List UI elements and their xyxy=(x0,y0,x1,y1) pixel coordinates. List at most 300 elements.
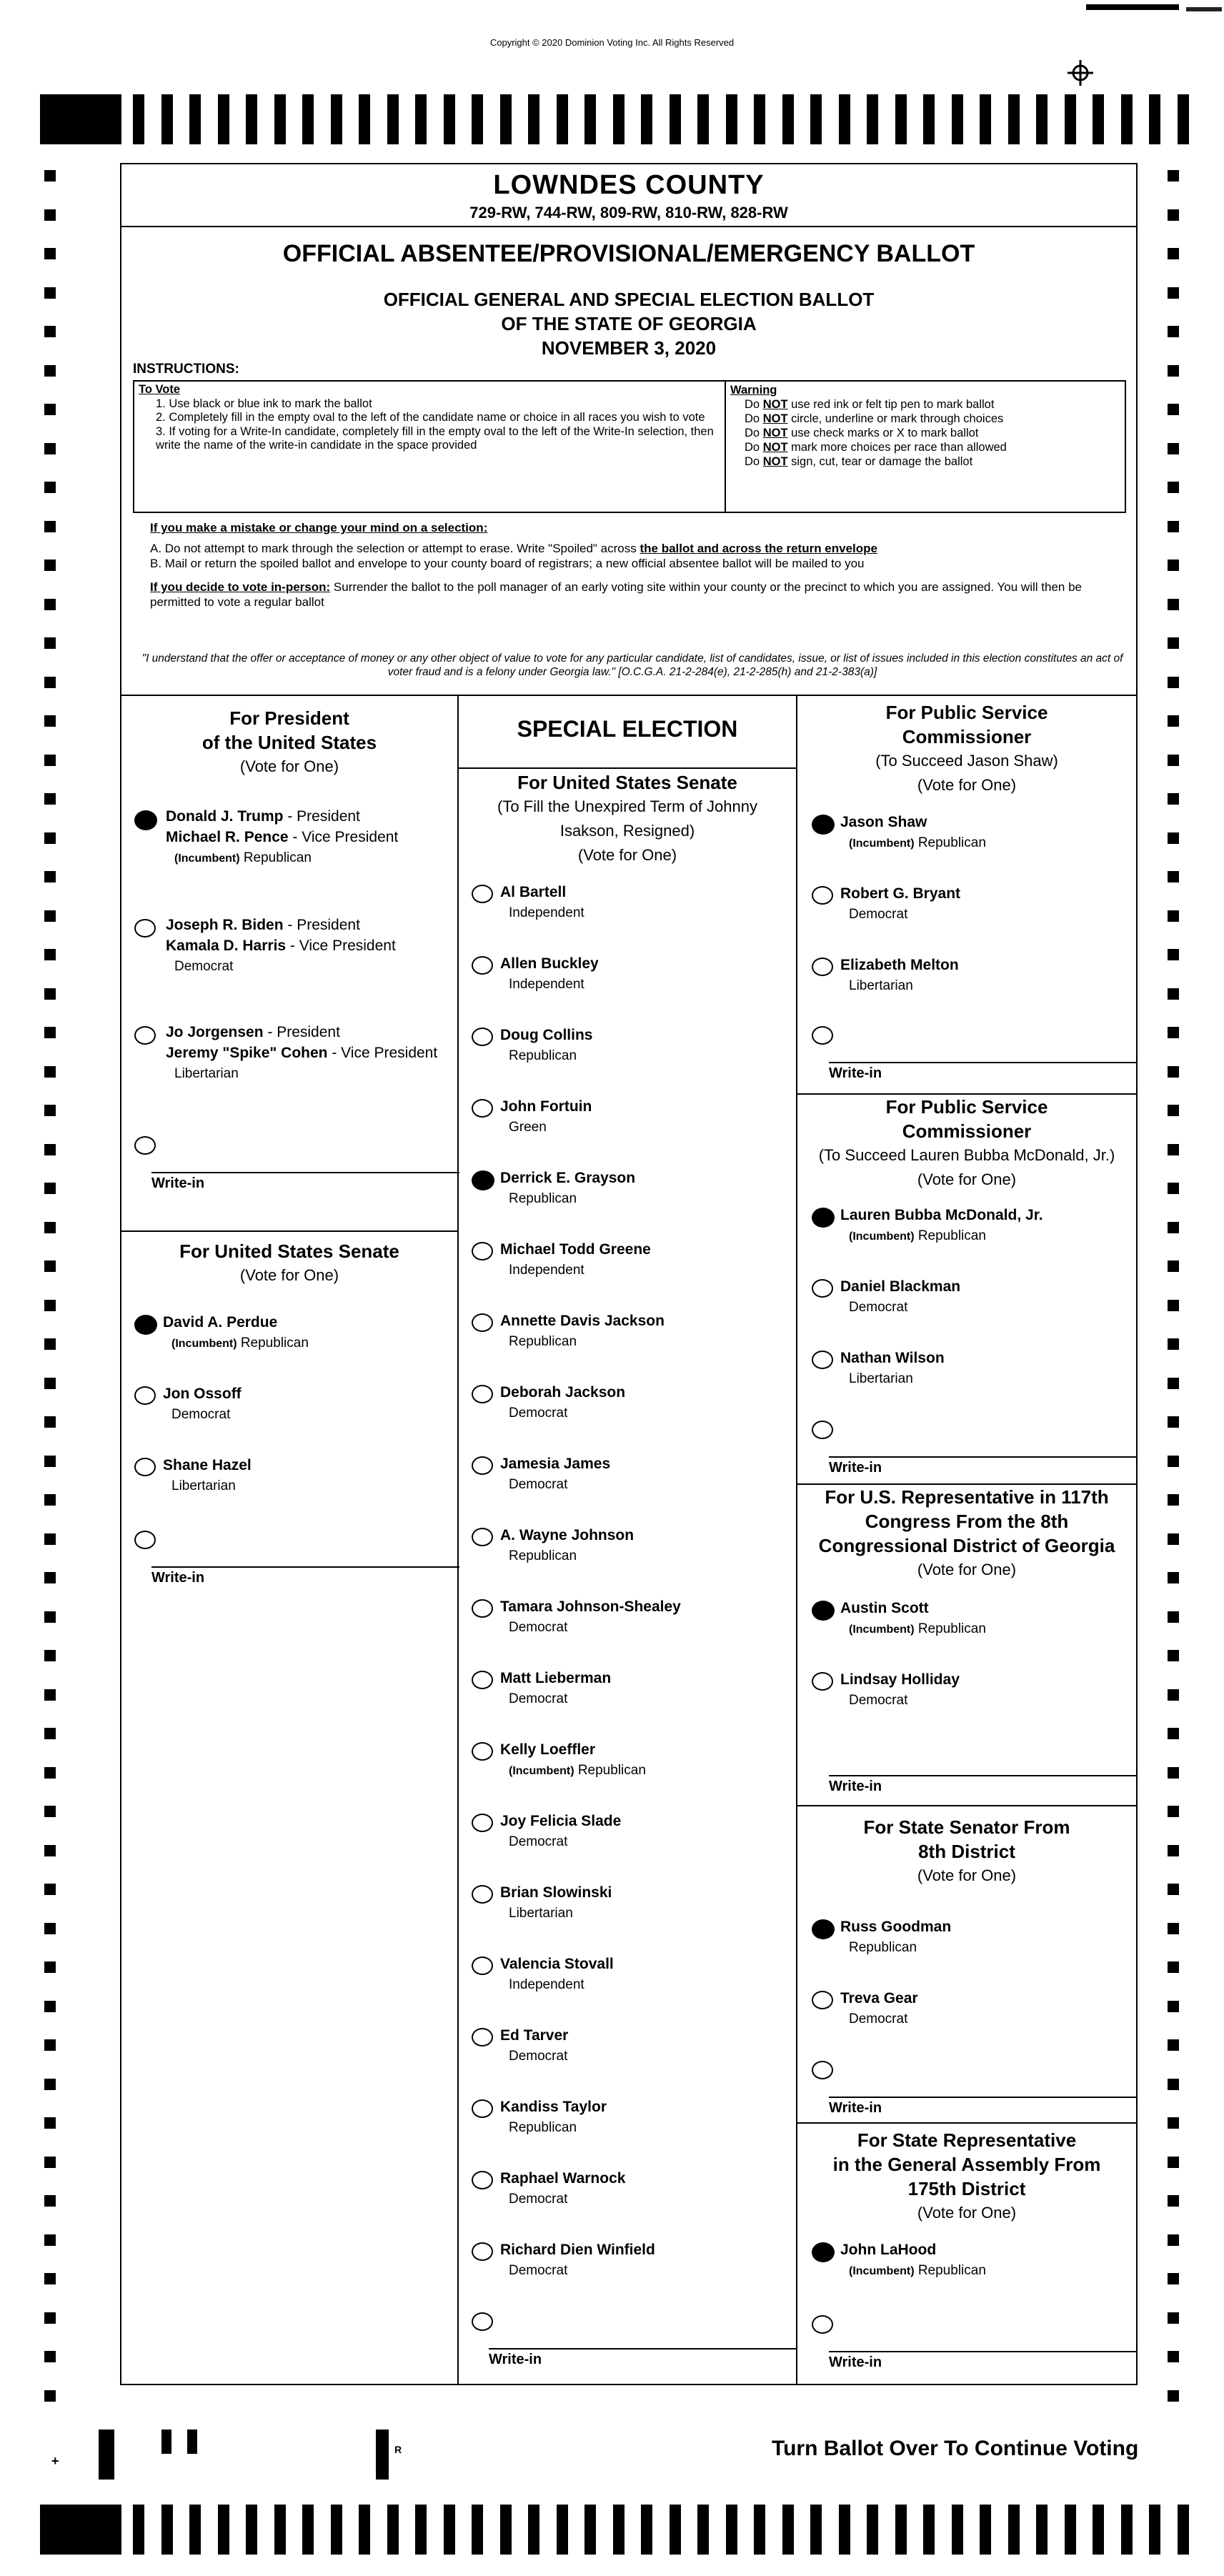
timing-bar xyxy=(387,2505,399,2555)
state-rep-writein-oval[interactable] xyxy=(812,2315,833,2334)
candidate-name: Deborah Jackson xyxy=(500,1384,626,1401)
timing-bar xyxy=(923,94,935,144)
special-senate-candidate xyxy=(500,1453,610,1495)
special-senate-candidate xyxy=(500,1668,611,1709)
special-senate-candidate xyxy=(500,1025,593,1066)
footer-bar-3 xyxy=(187,2430,197,2454)
special-senate-candidate xyxy=(500,2025,568,2067)
side-timing-mark xyxy=(44,2117,56,2129)
special-senate-oval[interactable] xyxy=(472,885,493,903)
special-senate-oval[interactable] xyxy=(472,956,493,975)
timing-bar xyxy=(1149,2505,1160,2555)
side-timing-mark xyxy=(44,599,56,610)
candidate-name: Lindsay Holliday xyxy=(840,1671,960,1688)
candidate-name: John LaHood xyxy=(840,2242,937,2258)
senate-heading-line: For United States Senate xyxy=(179,1240,399,1262)
party-name: Democrat xyxy=(509,1620,568,1635)
timing-bar xyxy=(613,94,625,144)
party-name: Green xyxy=(509,1120,547,1135)
timing-bar xyxy=(895,94,907,144)
state-rep-header xyxy=(803,2128,1130,2225)
candidate-name: Tamara Johnson-Shealey xyxy=(500,1598,681,1615)
special-senate-oval[interactable] xyxy=(472,1028,493,1046)
side-timing-mark xyxy=(1168,209,1179,221)
side-timing-mark xyxy=(1168,1183,1179,1194)
candidate-name: Doug Collins xyxy=(500,1027,593,1043)
vice-president-line xyxy=(166,1043,437,1063)
us-rep-heading-line: (Vote for One) xyxy=(917,1561,1017,1578)
side-timing-mark xyxy=(1168,2117,1179,2129)
state-senator-heading-line: 8th District xyxy=(918,1841,1015,1862)
us-rep-oval[interactable] xyxy=(812,1672,833,1691)
column-divider-1 xyxy=(457,695,459,2385)
candidate-party xyxy=(840,1690,960,1711)
to-vote-heading: To Vote xyxy=(139,383,181,396)
candidate-name: David A. Perdue xyxy=(163,1314,278,1331)
candidate-party xyxy=(500,1260,651,1280)
candidate-party xyxy=(500,1546,634,1566)
incumbent-label: (Incumbent) xyxy=(174,852,240,865)
senate-oval[interactable] xyxy=(134,1315,157,1335)
timing-bar xyxy=(839,94,850,144)
footer-plus-mark: + xyxy=(51,2454,59,2468)
president-name: Joseph R. Biden xyxy=(166,917,284,933)
side-timing-mark xyxy=(1168,1650,1179,1661)
special-senate-candidate xyxy=(500,2239,655,2281)
timing-bar xyxy=(584,94,596,144)
state-senator-writein-line: Write-in xyxy=(829,2097,1136,2117)
candidate-name: Kelly Loeffler xyxy=(500,1741,596,1758)
special-senate-oval[interactable] xyxy=(472,1814,493,1832)
candidate-party xyxy=(500,902,584,923)
candidate-party xyxy=(840,2260,986,2282)
candidate-name: Allen Buckley xyxy=(500,955,599,972)
timing-bar xyxy=(1178,94,1189,144)
psc-mcdonald-oval[interactable] xyxy=(812,1351,833,1369)
mistake-heading: If you make a mistake or change your mind on a selection: xyxy=(150,521,488,534)
president-oval[interactable] xyxy=(134,810,157,830)
special-senate-candidate xyxy=(500,882,584,923)
senate-writein-oval[interactable] xyxy=(134,1531,156,1549)
timing-bar xyxy=(670,2505,681,2555)
us-rep-oval[interactable] xyxy=(812,1601,835,1621)
president-senate-divider xyxy=(121,1230,457,1232)
candidate-party xyxy=(840,1618,986,1640)
president-oval[interactable] xyxy=(134,919,156,938)
special-senate-oval[interactable] xyxy=(472,2171,493,2189)
timing-bar xyxy=(754,2505,765,2555)
special-senate-oval[interactable] xyxy=(472,1170,494,1190)
party-name: Libertarian xyxy=(849,978,913,993)
special-senate-candidate xyxy=(500,1311,665,1352)
timing-bar xyxy=(641,94,652,144)
party-name: Republican xyxy=(917,2263,986,2278)
candidate-name: Jason Shaw xyxy=(840,814,927,830)
candidate-name: Ed Tarver xyxy=(500,2027,569,2044)
psc-mcdonald-heading-line: (To Succeed Lauren Bubba McDonald, Jr.) xyxy=(818,1146,1115,1164)
psc-shaw-candidate xyxy=(840,812,986,854)
party-name: Republican xyxy=(509,1334,577,1349)
timing-bar xyxy=(641,2505,652,2555)
party-name: Republican xyxy=(240,1336,309,1351)
special-senate-candidate xyxy=(500,2097,607,2138)
party-name: Democrat xyxy=(849,907,908,922)
candidate-name: Al Bartell xyxy=(500,884,567,900)
special-senate-candidate xyxy=(500,1811,621,1852)
psc-mcdonald-oval[interactable] xyxy=(812,1279,833,1298)
candidate-party xyxy=(163,1404,242,1425)
special-senate-oval[interactable] xyxy=(472,1528,493,1546)
special-senate-oval[interactable] xyxy=(472,2099,493,2118)
side-timing-mark xyxy=(44,1456,56,1467)
psc-shaw-oval[interactable] xyxy=(812,886,833,905)
vice-president-line xyxy=(166,827,398,847)
contests-top-rule xyxy=(121,695,1136,696)
special-senate-oval[interactable] xyxy=(472,1099,493,1118)
warning-text: mark more choices per race than allowed xyxy=(787,441,1007,454)
side-timing-mark xyxy=(1168,1260,1179,1272)
candidate-name: Austin Scott xyxy=(840,1600,929,1616)
president-line xyxy=(166,915,396,935)
timing-bar xyxy=(782,2505,794,2555)
candidate-party xyxy=(500,1760,646,1781)
candidate-party xyxy=(500,2189,625,2209)
state-senator-divider xyxy=(797,1805,1136,1806)
senate-oval[interactable] xyxy=(134,1458,156,1476)
side-timing-mark xyxy=(44,2039,56,2051)
corner-mark-left xyxy=(1086,4,1179,10)
special-senate-candidate xyxy=(500,1882,612,1924)
timing-bar xyxy=(1121,94,1133,144)
ticket-party xyxy=(166,956,396,977)
state-rep-oval[interactable] xyxy=(812,2242,835,2262)
president-heading-line: of the United States xyxy=(201,732,377,753)
candidate-party xyxy=(500,1474,610,1495)
side-timing-mark xyxy=(1168,1806,1179,1817)
side-timing-mark xyxy=(44,1338,56,1350)
registration-crosshair-icon xyxy=(1066,59,1095,87)
side-timing-mark xyxy=(1168,755,1179,766)
special-senate-oval[interactable] xyxy=(472,2242,493,2261)
psc-mcdonald-candidate xyxy=(840,1276,960,1318)
state-rep-heading-line: 175th District xyxy=(907,2178,1026,2199)
side-timing-mark xyxy=(44,1767,56,1779)
side-timing-mark xyxy=(1168,1494,1179,1506)
party-name: Republican xyxy=(243,850,312,865)
side-timing-mark xyxy=(1168,2273,1179,2284)
president-writein-oval[interactable] xyxy=(134,1136,156,1155)
footer-bar-4 xyxy=(376,2430,389,2480)
senate-candidate xyxy=(163,1312,309,1354)
state-senator-heading-line: (Vote for One) xyxy=(917,1866,1017,1884)
president-ticket xyxy=(166,915,396,977)
timing-bar xyxy=(500,2505,512,2555)
candidate-name: Jamesia James xyxy=(500,1456,611,1472)
special-senate-oval[interactable] xyxy=(472,1313,493,1332)
timing-bar xyxy=(1008,94,1020,144)
side-timing-mark xyxy=(44,482,56,493)
side-timing-mark xyxy=(44,443,56,454)
timing-bar xyxy=(133,2505,144,2555)
state-senator-oval[interactable] xyxy=(812,1919,835,1939)
timing-bar xyxy=(1036,94,1048,144)
senate-writein-line: Write-in xyxy=(151,1566,459,1586)
party-name: Republican xyxy=(917,1228,986,1243)
side-timing-mark xyxy=(1168,560,1179,571)
side-timing-mark xyxy=(1168,521,1179,532)
side-timing-mark xyxy=(44,404,56,415)
election-line-2: OF THE STATE OF GEORGIA xyxy=(501,313,757,334)
side-timing-mark xyxy=(1168,1923,1179,1934)
side-timing-mark xyxy=(1168,1144,1179,1155)
psc-shaw-oval[interactable] xyxy=(812,815,835,835)
timing-bar xyxy=(387,94,399,144)
party-name: Democrat xyxy=(509,2192,568,2207)
county-name: LOWNDES COUNTY xyxy=(493,170,765,200)
psc-shaw-heading-line: Commissioner xyxy=(902,726,1032,747)
timing-bar xyxy=(557,2505,568,2555)
warning-text: sign, cut, tear or damage the ballot xyxy=(787,455,973,468)
candidate-party xyxy=(500,1188,635,1209)
side-timing-mark xyxy=(44,2195,56,2207)
state-senator-heading-line: For State Senator From xyxy=(863,1816,1070,1838)
special-senate-writein-oval[interactable] xyxy=(472,2312,493,2331)
timing-bar xyxy=(218,94,229,144)
side-timing-mark xyxy=(44,1806,56,1817)
party-name: Independent xyxy=(509,977,584,992)
candidate-name: Annette Davis Jackson xyxy=(500,1313,665,1329)
president-line xyxy=(166,1022,437,1043)
side-timing-mark xyxy=(44,1572,56,1583)
side-timing-mark xyxy=(44,1845,56,1856)
state-rep-heading-line: For State Representative xyxy=(857,2129,1077,2151)
candidate-name: Joy Felicia Slade xyxy=(500,1813,622,1829)
candidate-party xyxy=(500,1689,611,1709)
special-senate-candidate xyxy=(500,1954,614,1995)
senate-heading-line: (Vote for One) xyxy=(239,1266,339,1284)
psc-shaw-heading-line: (To Succeed Jason Shaw) xyxy=(875,752,1058,770)
side-timing-mark xyxy=(1168,1027,1179,1038)
state-senator-writein-oval[interactable] xyxy=(812,2061,833,2079)
special-senate-candidate xyxy=(500,1168,635,1209)
candidate-party xyxy=(840,1937,951,1958)
state-senator-candidate xyxy=(840,1988,918,2029)
side-timing-mark xyxy=(1168,677,1179,688)
state-rep-candidate xyxy=(840,2239,986,2282)
timing-bar xyxy=(557,94,568,144)
timing-bar xyxy=(867,2505,878,2555)
timing-bar xyxy=(895,2505,907,2555)
timing-bar xyxy=(161,2505,173,2555)
side-timing-mark xyxy=(1168,2390,1179,2402)
mistake-a-text: A. Do not attempt to mark through the selection or attempt to erase. Write "Spoiled" across xyxy=(150,542,640,555)
instructions-divider xyxy=(725,382,726,512)
timing-bar xyxy=(1065,94,1076,144)
psc-shaw-candidate xyxy=(840,883,960,925)
president-writein-line: Write-in xyxy=(151,1172,459,1192)
special-senate-oval[interactable] xyxy=(472,1885,493,1904)
party-name: Democrat xyxy=(509,2263,568,2278)
mistake-step-b: B. Mail or return the spoiled ballot and envelope to your county board of registrars; a new official absentee ballot will be mailed to you xyxy=(150,557,865,570)
party-name: Democrat xyxy=(849,1300,908,1315)
candidate-name: John Fortuin xyxy=(500,1098,592,1115)
special-senate-heading-line: Isakson, Resigned) xyxy=(559,822,695,840)
timing-bar xyxy=(161,94,173,144)
special-senate-candidate xyxy=(500,953,599,995)
side-timing-mark xyxy=(44,2234,56,2246)
senate-oval[interactable] xyxy=(134,1386,156,1405)
psc-mcdonald-oval[interactable] xyxy=(812,1208,835,1228)
special-senate-oval[interactable] xyxy=(472,1456,493,1475)
candidate-name: Richard Dien Winfield xyxy=(500,2242,655,2258)
special-senate-candidate xyxy=(500,2168,625,2209)
president-role: - President xyxy=(283,808,360,825)
special-senate-oval[interactable] xyxy=(472,2028,493,2047)
party-name: Democrat xyxy=(509,1477,568,1492)
psc-mcdonald-heading-line: (Vote for One) xyxy=(917,1170,1017,1188)
vice-president-name: Michael R. Pence xyxy=(166,829,289,845)
side-timing-mark xyxy=(44,1260,56,1272)
special-senate-candidate xyxy=(500,1739,646,1781)
party-name: Republican xyxy=(509,1191,577,1206)
warning-text: use red ink or felt tip pen to mark ballot xyxy=(787,398,995,411)
side-timing-mark xyxy=(1168,793,1179,805)
incumbent-label: (Incumbent) xyxy=(849,1623,915,1636)
side-timing-mark xyxy=(1168,287,1179,299)
candidate-party xyxy=(840,975,959,996)
psc-mcdonald-heading-line: For Public Service xyxy=(885,1096,1048,1118)
warning-prefix: Do xyxy=(745,398,763,411)
ballot-title: OFFICIAL ABSENTEE/PROVISIONAL/EMERGENCY BALLOT xyxy=(282,240,975,267)
candidate-party xyxy=(500,1403,625,1423)
candidate-party xyxy=(500,1331,665,1352)
timing-bar xyxy=(584,2505,596,2555)
side-timing-mark xyxy=(1168,949,1179,960)
vice-president-role: - Vice President xyxy=(286,938,396,954)
side-timing-mark xyxy=(44,287,56,299)
party-name: Democrat xyxy=(509,1406,568,1421)
timing-bar xyxy=(528,2505,539,2555)
vice-president-line xyxy=(166,935,396,956)
timing-bar xyxy=(444,94,455,144)
candidate-party xyxy=(840,1225,1043,1247)
special-senate-writein-line: Write-in xyxy=(489,2348,796,2368)
candidate-name: Nathan Wilson xyxy=(840,1350,945,1366)
to-vote-step-2: 2. Completely fill in the empty oval to the left of the candidate name or choice in all races you wish to vote xyxy=(156,411,705,424)
warning-prefix: Do xyxy=(745,441,763,454)
special-senate-oval[interactable] xyxy=(472,1242,493,1260)
side-timing-mark xyxy=(44,1378,56,1389)
special-senate-oval[interactable] xyxy=(472,1956,493,1975)
us-rep-candidate xyxy=(840,1669,960,1711)
side-timing-mark xyxy=(1168,2195,1179,2207)
timing-bar xyxy=(952,2505,963,2555)
timing-bar xyxy=(218,2505,229,2555)
party-name: Independent xyxy=(509,1977,584,1992)
side-timing-mark xyxy=(1168,2351,1179,2362)
side-timing-mark xyxy=(1168,1884,1179,1895)
candidate-name: Robert G. Bryant xyxy=(840,885,961,902)
timing-bar xyxy=(1065,2505,1076,2555)
special-senate-oval[interactable] xyxy=(472,1599,493,1618)
special-senate-oval[interactable] xyxy=(472,1742,493,1761)
side-timing-mark xyxy=(44,637,56,649)
side-timing-mark xyxy=(44,832,56,844)
special-senate-oval[interactable] xyxy=(472,1671,493,1689)
state-senator-candidate xyxy=(840,1916,951,1958)
president-oval[interactable] xyxy=(134,1026,156,1045)
party-name: Libertarian xyxy=(171,1478,236,1493)
side-timing-mark xyxy=(1168,715,1179,727)
side-timing-mark xyxy=(1168,871,1179,882)
party-name: Libertarian xyxy=(849,1371,913,1386)
copyright-notice: Copyright © 2020 Dominion Voting Inc. All Rights Reserved xyxy=(489,37,735,48)
side-timing-mark xyxy=(1168,1533,1179,1545)
mistake-instructions xyxy=(150,520,1129,610)
side-timing-mark xyxy=(44,1689,56,1701)
timing-bar xyxy=(726,94,737,144)
candidate-party xyxy=(500,1045,593,1066)
side-timing-mark xyxy=(1168,910,1179,922)
psc-shaw-oval[interactable] xyxy=(812,958,833,976)
candidate-party xyxy=(840,2009,918,2029)
side-timing-mark xyxy=(44,2390,56,2402)
candidate-name: Elizabeth Melton xyxy=(840,957,959,973)
side-timing-mark xyxy=(44,1416,56,1428)
psc-mcdonald-candidate xyxy=(840,1205,1043,1247)
candidate-name: Shane Hazel xyxy=(163,1457,252,1473)
side-timing-mark xyxy=(1168,2001,1179,2012)
warning-item xyxy=(730,412,1123,426)
warning-item xyxy=(730,426,1123,440)
special-senate-oval[interactable] xyxy=(472,1385,493,1403)
vice-president-name: Kamala D. Harris xyxy=(166,938,287,954)
candidate-party xyxy=(163,1333,309,1354)
precinct-codes: 729-RW, 744-RW, 809-RW, 810-RW, 828-RW xyxy=(469,204,788,222)
side-timing-mark xyxy=(1168,1105,1179,1116)
side-timing-mark xyxy=(44,2001,56,2012)
side-timing-mark xyxy=(44,209,56,221)
timing-bar xyxy=(274,2505,286,2555)
state-senator-oval[interactable] xyxy=(812,1991,833,2009)
timing-bar xyxy=(472,94,483,144)
psc-mcdonald-writein-oval[interactable] xyxy=(812,1421,833,1439)
incumbent-label: (Incumbent) xyxy=(509,1765,574,1777)
party-name: Republican xyxy=(917,1621,986,1636)
timing-bar xyxy=(274,94,286,144)
candidate-name: Russ Goodman xyxy=(840,1919,952,1935)
special-senate-heading-line: For United States Senate xyxy=(517,772,737,793)
warning-list xyxy=(730,397,1123,469)
side-timing-mark xyxy=(44,677,56,688)
timing-bar xyxy=(726,2505,737,2555)
special-senate-candidate xyxy=(500,1596,681,1638)
psc-shaw-writein-oval[interactable] xyxy=(812,1026,833,1045)
timing-bar xyxy=(839,2505,850,2555)
footer-bar-1 xyxy=(99,2430,114,2480)
candidate-name: Kandiss Taylor xyxy=(500,2099,607,2115)
timing-bar xyxy=(754,94,765,144)
side-timing-mark xyxy=(44,1650,56,1661)
timing-bar xyxy=(810,2505,822,2555)
side-timing-mark xyxy=(44,248,56,259)
column-divider-2 xyxy=(796,695,797,2385)
turn-over-notice: Turn Ballot Over To Continue Voting xyxy=(772,2437,1139,2460)
party-name: Independent xyxy=(509,905,584,920)
instructions-box xyxy=(133,380,1126,513)
psc-shaw-heading-line: For Public Service xyxy=(885,702,1048,723)
side-timing-mark xyxy=(44,521,56,532)
